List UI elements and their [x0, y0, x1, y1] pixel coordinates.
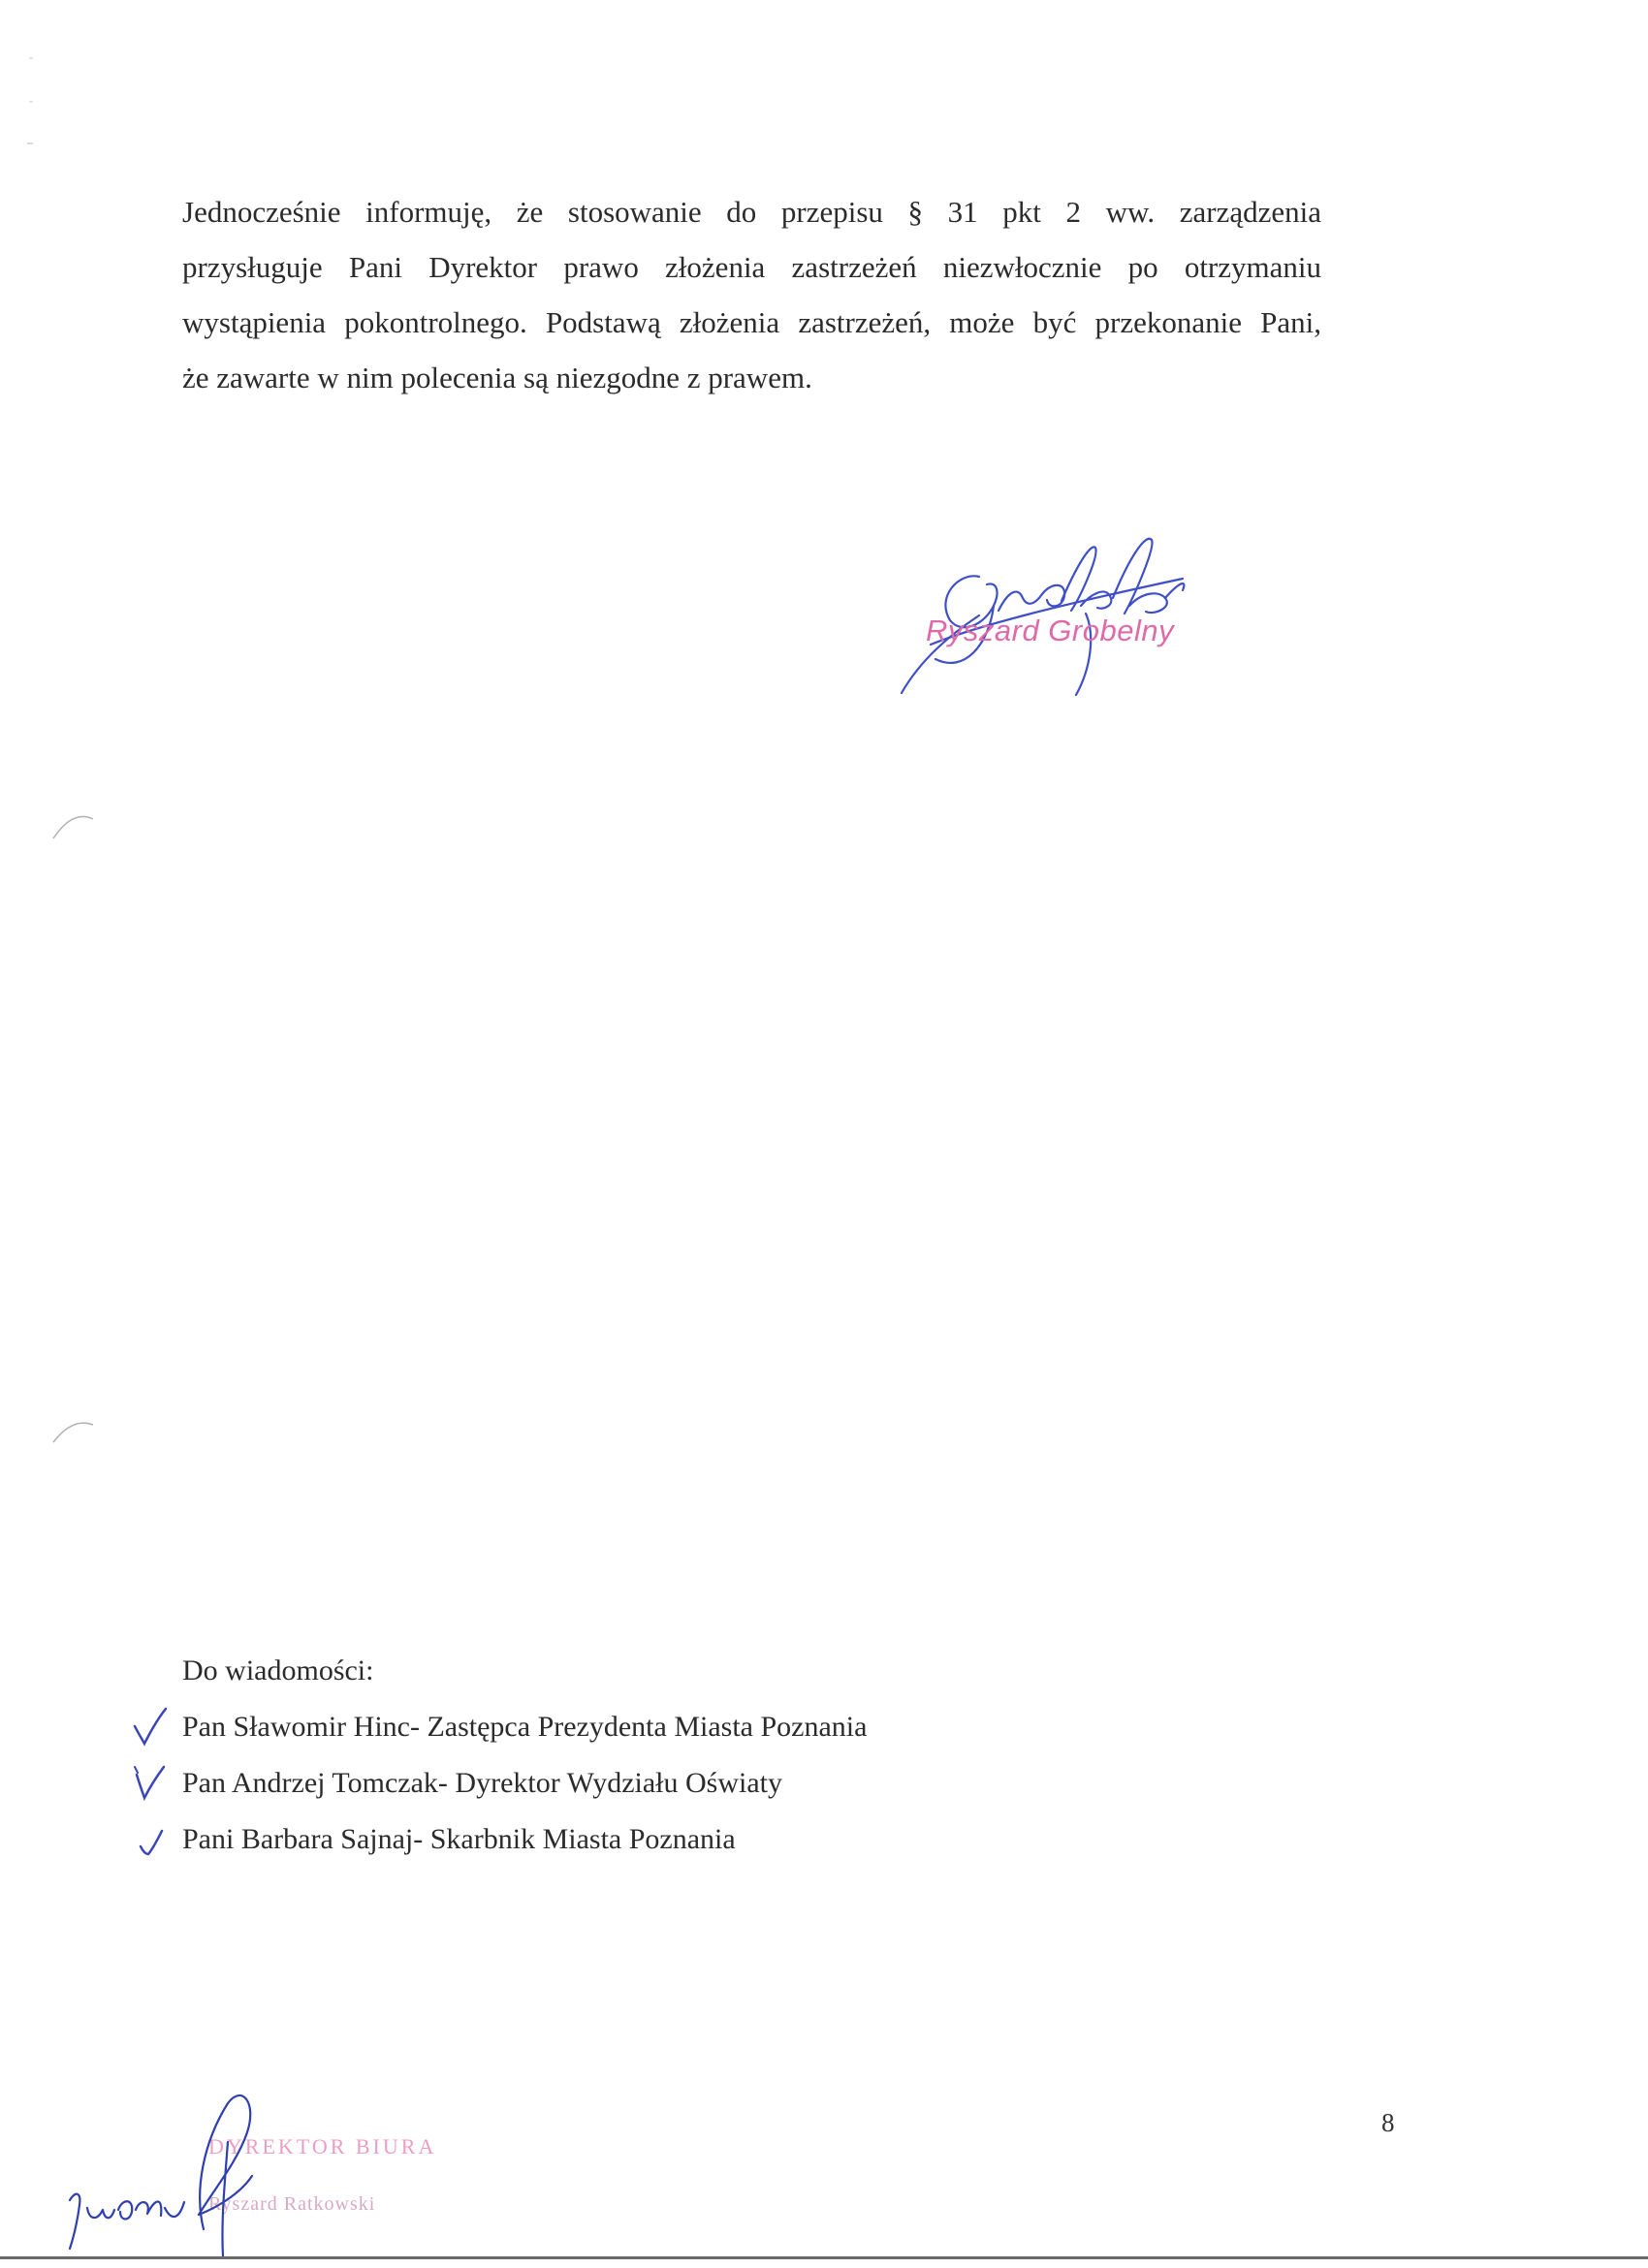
list-item	[182, 1699, 867, 1755]
body-paragraph	[182, 184, 1321, 405]
office-director-stamp-title: DYREKTOR BIURA	[208, 2134, 437, 2158]
checkmark-icon	[129, 1817, 168, 1860]
paragraph-line: przysługuje Pani Dyrektor prawo złożenia zastrzeżeń niezwłocznie po otrzymaniu	[182, 250, 1321, 284]
checkmark-icon	[129, 1761, 168, 1804]
name-stamp-grobelny: Ryszard Grobelny	[926, 614, 1175, 647]
paragraph-line: Jednocześnie informuję, że stosowanie do przepisu § 31 pkt 2 ww. zarządzenia	[182, 195, 1321, 229]
recipient-text: Pani Barbara Sajnaj- Skarbnik Miasta Poznania	[182, 1823, 736, 1855]
list-item	[182, 1755, 867, 1811]
page-number: 8	[1381, 2108, 1395, 2137]
list-item	[182, 1811, 867, 1868]
checkmark-icon	[129, 1705, 168, 1748]
handwritten-initials-footer	[58, 2084, 349, 2258]
scan-bottom-edge	[0, 2256, 1648, 2259]
paragraph-line: wystąpienia pokontrolnego. Podstawą złożenia zastrzeżeń, może być przekonanie Pani,	[182, 305, 1321, 339]
distribution-heading: Do wiadomości:	[182, 1654, 374, 1686]
distribution-list	[182, 1643, 867, 1868]
recipient-text: Pan Andrzej Tomczak- Dyrektor Wydziału Oświaty	[182, 1767, 782, 1799]
scan-edge-marks	[0, 0, 116, 1454]
handwritten-signature-grobelny	[892, 489, 1202, 703]
office-director-stamp-name: Ryszard Ratkowski	[208, 2193, 376, 2215]
paragraph-line: że zawarte w nim polecenia są niezgodne z prawem.	[182, 361, 812, 394]
recipient-text: Pan Sławomir Hinc- Zastępca Prezydenta Miasta Poznania	[182, 1711, 868, 1743]
